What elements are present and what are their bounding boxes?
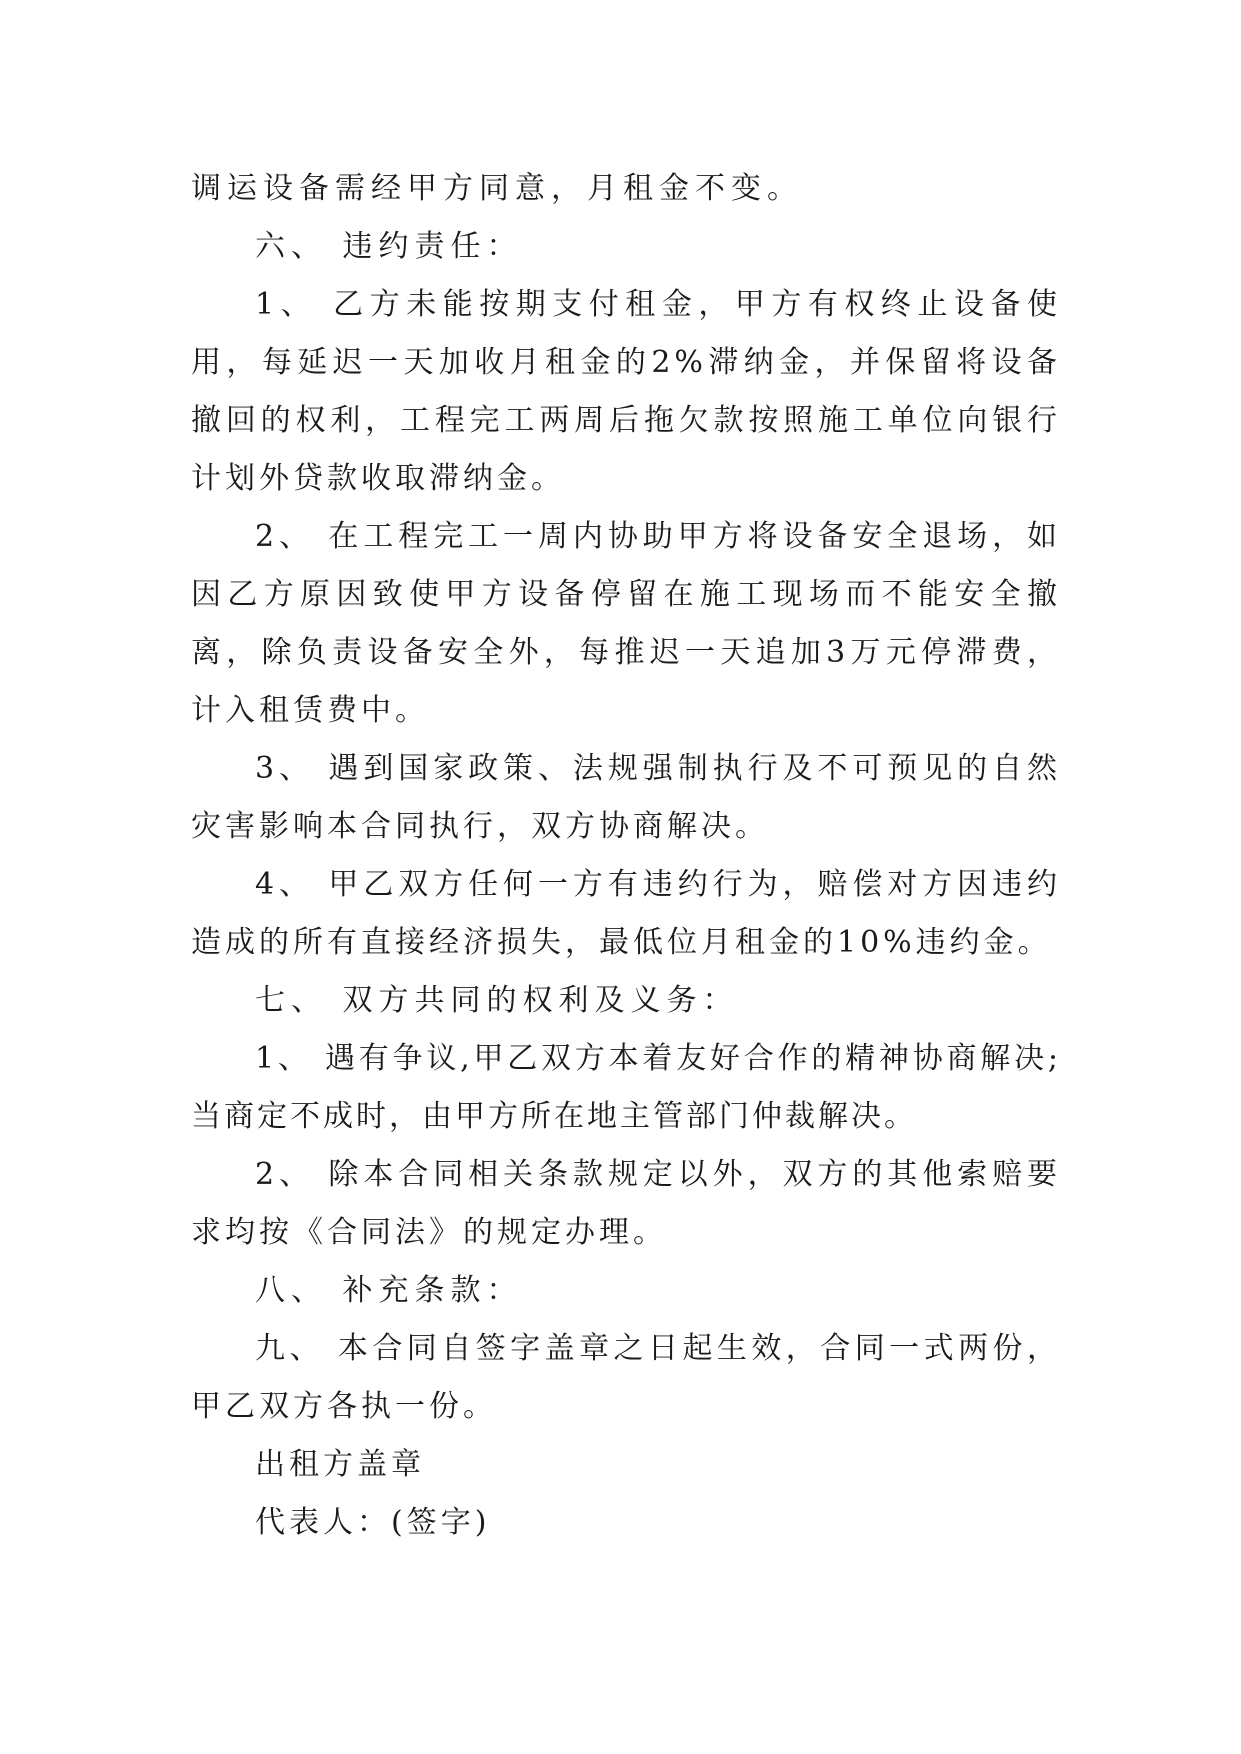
representative-signature-line: 代表人：(签字): [255, 1505, 491, 1540]
section-heading-breach: 六、 违约责任：: [255, 229, 523, 264]
paragraph-continuation: 调运设备需经甲方同意，月租金不变。: [191, 171, 803, 206]
clause-6-4: 4、 甲乙双方任何一方有违约行为，赔偿对方因违约造成的所有直接经济损失，最低位月租金的10%违约金。: [191, 867, 1061, 960]
clause-7-1: 1、 遇有争议,甲乙双方本着友好合作的精神协商解决;当商定不成时，由甲方所在地主管部门仲裁解决。: [191, 1041, 1061, 1134]
clause-6-1: 1、 乙方未能按期支付租金，甲方有权终止设备使用，每延迟一天加收月租金的2%滞纳金，并保留将设备撤回的权利，工程完工两周后拖欠款按照施工单位向银行计划外贷款收取滞纳金。: [191, 287, 1061, 496]
section-heading-rights: 七、 双方共同的权利及义务：: [255, 983, 739, 1018]
section-heading-supplement: 八、 补充条款：: [255, 1273, 523, 1308]
clause-7-2: 2、 除本合同相关条款规定以外，双方的其他索赔要求均按《合同法》的规定办理。: [191, 1157, 1061, 1250]
clause-6-3: 3、 遇到国家政策、法规强制执行及不可预见的自然灾害影响本合同执行，双方协商解决。: [191, 751, 1061, 844]
clause-6-2: 2、 在工程完工一周内协助甲方将设备安全退场，如因乙方原因致使甲方设备停留在施工现场而不能安全撤离，除负责设备安全外，每推迟一天追加3万元停滞费，计入租赁费中。: [191, 519, 1061, 728]
lessor-seal-line: 出租方盖章: [255, 1447, 425, 1482]
document-body: [191, 160, 1061, 1552]
clause-9-effect: 九、 本合同自签字盖章之日起生效，合同一式两份，甲乙双方各执一份。: [191, 1331, 1061, 1424]
